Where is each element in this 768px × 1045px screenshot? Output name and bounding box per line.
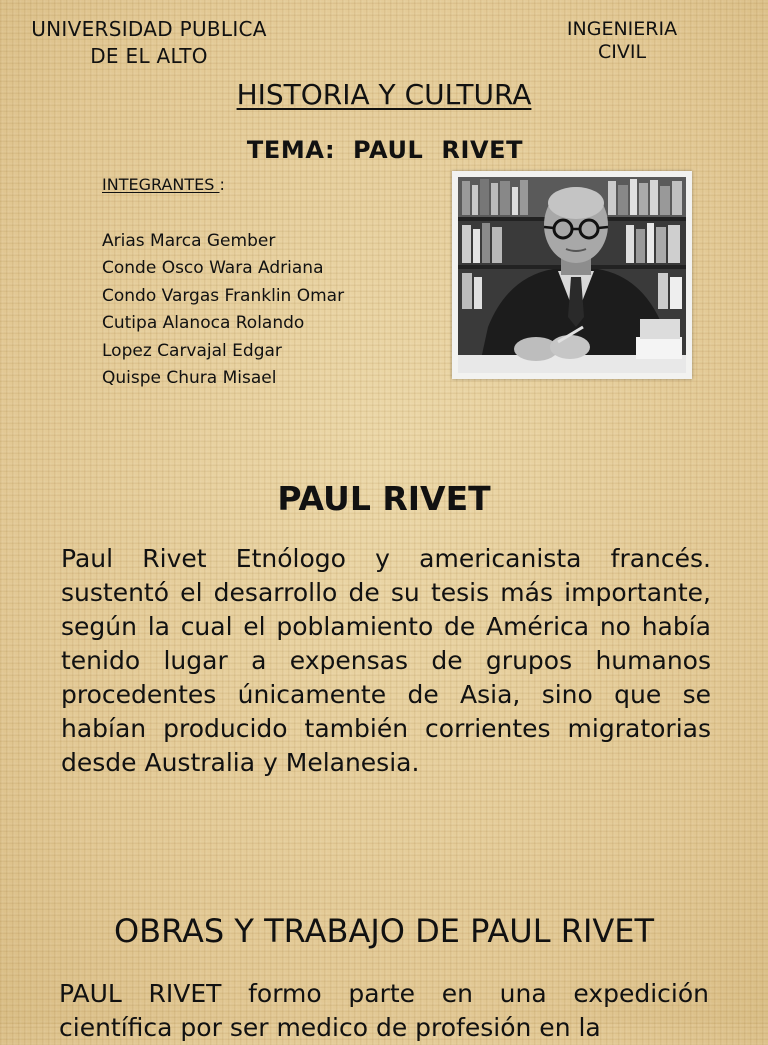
member-name: Quispe Chura Misael [102, 368, 277, 389]
member-name: Cutipa Alanoca Rolando [102, 313, 305, 334]
member-name: Arias Marca Gember [102, 231, 276, 251]
main-title: PAUL RIVET [277, 479, 491, 518]
members-heading [102, 175, 225, 194]
course-title: HISTORIA Y CULTURA [236, 78, 532, 111]
career-line-2: CIVIL [597, 41, 647, 63]
members-label: INTEGRANTES [102, 175, 220, 194]
portrait-illustration [458, 177, 686, 373]
topic-title: TEMA: PAUL RIVET [246, 136, 524, 164]
works-paragraph: PAUL RIVET formo parte en una expedición científica por ser medico de profesión en la [59, 979, 709, 1042]
member-name: Conde Osco Wara Adriana [102, 258, 324, 279]
members-list [102, 228, 344, 392]
intro-paragraph: Paul Rivet Etnólogo y americanista francés. sustentó el desarrollo de su tesis más importante, según la cual el poblamiento de América no había tenido lugar a expensas de grupos humanos procedentes únicamente de Asia, sino que se habían producido también corrientes migratorias desde Australia y Melanesia. [61, 544, 711, 777]
works-title: OBRAS Y TRABAJO DE PAUL RIVET [113, 912, 655, 950]
member-name: Lopez Carvajal Edgar [102, 340, 282, 361]
university-name [18, 16, 280, 70]
career-name [540, 18, 704, 64]
members-colon: : [219, 175, 225, 194]
portrait-photo [452, 171, 692, 379]
career-line-1: INGENIERIA [566, 18, 678, 40]
university-line-1: UNIVERSIDAD PUBLICA [31, 17, 267, 41]
university-line-2: DE EL ALTO [90, 44, 208, 68]
member-name: Condo Vargas Franklin Omar [102, 285, 345, 306]
